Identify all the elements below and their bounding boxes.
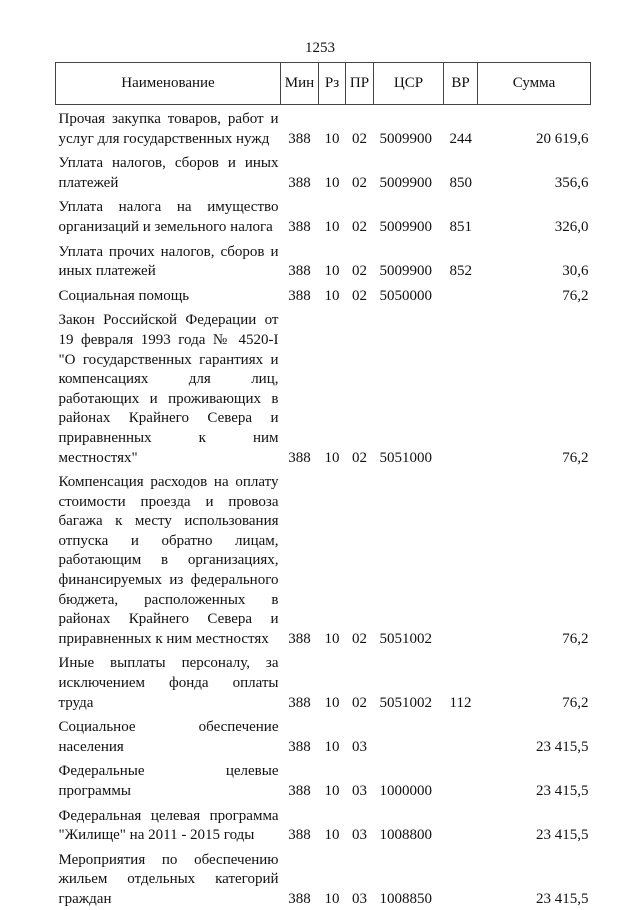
cell-rz: 10	[324, 287, 340, 304]
row-name-line: стоимости проезда и провоза	[58, 493, 279, 510]
cell-vr: 852	[449, 263, 472, 280]
cell-csr: 5009900	[379, 263, 432, 280]
row-name-line: приравненных к ним	[58, 429, 279, 446]
cell-sum: 23 415,5	[536, 738, 589, 755]
row-name	[56, 105, 281, 150]
cell-csr: 1000000	[379, 783, 432, 799]
row-name-line: районах Крайнего Севера и	[58, 611, 279, 628]
cell-min: 388	[288, 738, 311, 755]
cell-min: 388	[288, 130, 311, 147]
row-name-line: местностях"	[58, 449, 138, 466]
row-name	[56, 468, 281, 649]
cell-rz: 10	[324, 218, 340, 235]
row-name-line: иных платежей	[58, 263, 156, 280]
row-name	[56, 846, 281, 910]
cell-csr: 5009900	[379, 130, 432, 147]
cell-vr	[444, 802, 478, 846]
cell-csr	[374, 713, 444, 757]
row-name-line: Компенсация расходов на оплату	[58, 474, 279, 491]
cell-rz: 10	[324, 738, 340, 755]
header-min: Мин	[281, 63, 319, 105]
cell-csr: 1008800	[379, 827, 432, 844]
row-name-line: граждан	[58, 890, 112, 907]
cell-pr: 03	[352, 738, 367, 755]
row-name	[56, 193, 281, 237]
header-sum: Сумма	[478, 63, 591, 105]
cell-min: 388	[288, 783, 311, 799]
row-name-line: бюджета, расположенных в	[58, 591, 279, 608]
row-name-line: платежей	[58, 174, 119, 191]
cell-rz: 10	[324, 174, 340, 191]
row-name-line: жильем отдельных категорий	[58, 871, 279, 888]
table-row	[56, 757, 591, 801]
row-name-line: исключением фонда оплаты	[58, 675, 279, 692]
cell-pr: 03	[352, 783, 367, 799]
row-name-line: программы	[58, 783, 131, 799]
table-row	[56, 468, 591, 649]
cell-rz: 10	[324, 783, 340, 799]
cell-sum: 356,6	[554, 174, 589, 191]
table-row	[56, 105, 591, 150]
row-name-line: работающих и проживающих в	[58, 390, 279, 407]
table-row	[56, 282, 591, 307]
cell-sum: 76,2	[562, 449, 589, 466]
cell-min: 388	[288, 694, 311, 711]
cell-sum: 23 415,5	[536, 783, 589, 799]
cell-min: 388	[288, 827, 311, 844]
row-name	[56, 306, 281, 468]
cell-min: 388	[288, 263, 311, 280]
row-name-line: Мероприятия по обеспечению	[58, 851, 279, 868]
cell-vr: 851	[449, 218, 472, 235]
table-row	[56, 713, 591, 757]
table-row	[56, 846, 591, 910]
cell-rz: 10	[324, 827, 340, 844]
cell-vr	[444, 846, 478, 910]
cell-min: 388	[288, 449, 311, 466]
table-row	[56, 306, 591, 468]
row-name-line: Закон Российской Федерации от	[58, 312, 279, 329]
header-pr: ПР	[346, 63, 374, 105]
cell-min: 388	[288, 287, 311, 304]
row-name	[56, 649, 281, 713]
cell-pr: 02	[352, 694, 367, 711]
row-name-line: Уплата налогов, сборов и иных	[58, 155, 279, 172]
cell-vr	[444, 713, 478, 757]
row-name-line: населения	[58, 738, 124, 755]
cell-rz: 10	[324, 630, 340, 647]
cell-vr: 850	[449, 174, 472, 191]
budget-table	[55, 62, 591, 910]
cell-csr: 1008850	[379, 890, 432, 907]
row-name-line: организаций и земельного налога	[58, 218, 273, 235]
header-csr: ЦСР	[374, 63, 444, 105]
cell-vr: 244	[449, 130, 472, 147]
row-name-line: Уплата налога на имущество	[58, 199, 279, 216]
cell-min: 388	[288, 630, 311, 647]
cell-pr: 03	[352, 890, 367, 907]
header-vr: ВР	[444, 63, 478, 105]
cell-vr: 112	[449, 694, 472, 711]
row-name-line: "О государственных гарантиях и	[58, 351, 279, 368]
row-name	[56, 802, 281, 846]
row-name-line: "Жилище" на 2011 - 2015 годы	[58, 827, 255, 844]
cell-sum: 76,2	[562, 694, 589, 711]
cell-rz: 10	[324, 130, 340, 147]
row-name	[56, 757, 281, 801]
row-name-line: компенсациях для лиц,	[58, 371, 279, 388]
row-name-line: работающим в организациях,	[58, 552, 279, 569]
row-name-line: Федеральные целевые	[58, 763, 279, 780]
cell-pr: 02	[352, 630, 367, 647]
row-name-line: отпуска и обратно лицам,	[58, 532, 279, 549]
row-name-line: Социальная помощь	[58, 287, 190, 304]
cell-pr: 02	[352, 287, 367, 304]
row-name	[56, 149, 281, 193]
row-name-line: Иные выплаты персоналу, за	[58, 655, 279, 672]
row-name-line: районах Крайнего Севера и	[58, 410, 279, 427]
page-number: 1253	[305, 40, 335, 56]
row-name-line: приравненных к ним местностях	[58, 630, 269, 647]
row-name-line: услуг для государственных нужд	[58, 130, 270, 147]
cell-sum: 20 619,6	[536, 130, 589, 147]
row-name-line: багажа к месту использования	[58, 513, 279, 530]
row-name-line: труда	[58, 694, 94, 711]
row-name	[56, 713, 281, 757]
table-row	[56, 149, 591, 193]
row-name-line: Уплата прочих налогов, сборов и	[58, 243, 279, 260]
row-name-line: финансируемых из федерального	[58, 572, 279, 589]
cell-sum: 326,0	[554, 218, 589, 235]
cell-pr: 02	[352, 174, 367, 191]
row-name-line: 19 февраля 1993 года № 4520-I	[58, 331, 279, 348]
cell-vr	[444, 468, 478, 649]
cell-sum: 76,2	[562, 630, 589, 647]
table-row	[56, 649, 591, 713]
row-name	[56, 282, 281, 307]
cell-vr	[444, 306, 478, 468]
cell-vr	[444, 757, 478, 801]
header-name: Наименование	[56, 63, 281, 105]
cell-csr: 5051002	[379, 694, 432, 711]
cell-min: 388	[288, 218, 311, 235]
row-name-line: Прочая закупка товаров, работ и	[58, 111, 279, 127]
cell-csr: 5051000	[379, 449, 432, 466]
cell-csr: 5009900	[379, 174, 432, 191]
table-row	[56, 238, 591, 282]
row-name	[56, 238, 281, 282]
cell-rz: 10	[324, 890, 340, 907]
row-name-line: Федеральная целевая программа	[58, 807, 279, 824]
table-header	[56, 63, 591, 105]
cell-sum: 76,2	[562, 287, 589, 304]
cell-csr: 5009900	[379, 218, 432, 235]
cell-min: 388	[288, 174, 311, 191]
cell-vr	[444, 282, 478, 307]
cell-sum: 23 415,5	[536, 890, 589, 907]
header-rz: Рз	[319, 63, 346, 105]
cell-sum: 30,6	[562, 263, 589, 280]
cell-pr: 02	[352, 263, 367, 280]
cell-rz: 10	[324, 449, 340, 466]
cell-sum: 23 415,5	[536, 827, 589, 844]
table-row	[56, 802, 591, 846]
cell-min: 388	[288, 890, 311, 907]
cell-csr: 5050000	[379, 287, 432, 304]
row-name-line: Социальное обеспечение	[58, 719, 279, 736]
cell-pr: 02	[352, 130, 367, 147]
cell-rz: 10	[324, 263, 340, 280]
cell-pr: 02	[352, 449, 367, 466]
table-row	[56, 193, 591, 237]
cell-rz: 10	[324, 694, 340, 711]
cell-pr: 03	[352, 827, 367, 844]
cell-csr: 5051002	[379, 630, 432, 647]
cell-pr: 02	[352, 218, 367, 235]
